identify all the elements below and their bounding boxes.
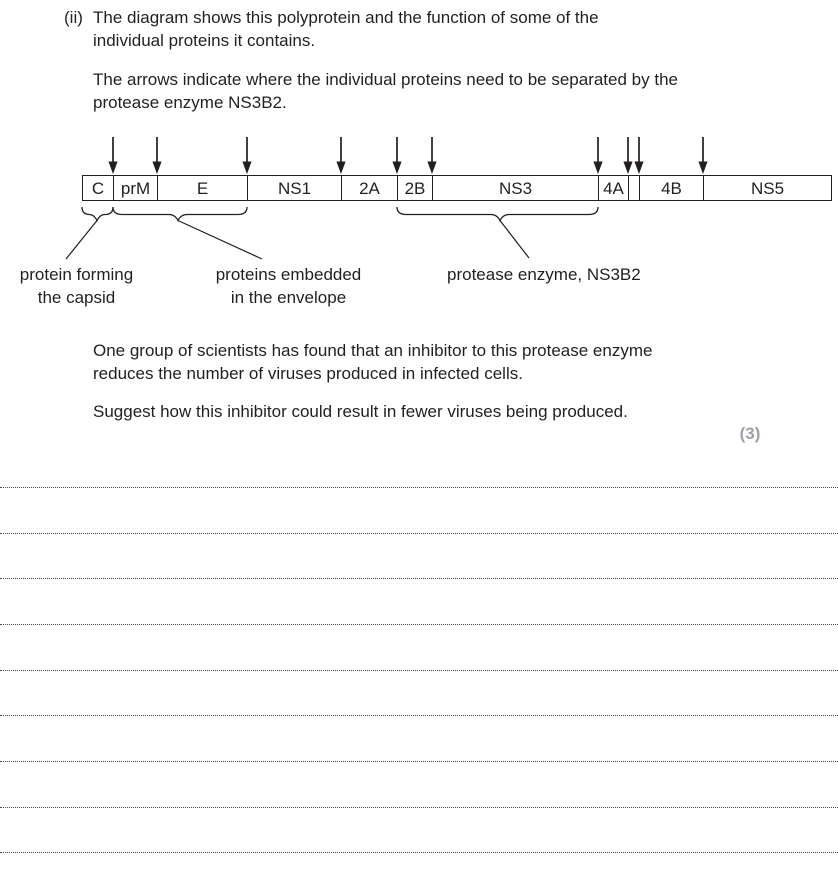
segment-label: 2B bbox=[404, 178, 426, 198]
para1-line-1: One group of scientists has found that an inhibitor to this protease enzyme bbox=[93, 341, 653, 360]
annotation-line: proteins embedded bbox=[215, 265, 362, 284]
marks-badge: (3) bbox=[739, 424, 761, 443]
segment-label: NS1 bbox=[277, 178, 312, 198]
answer-line[interactable] bbox=[0, 578, 838, 579]
answer-line[interactable] bbox=[0, 487, 838, 488]
segment-label: prM bbox=[120, 178, 151, 198]
annotation-line: protease enzyme, NS3B2 bbox=[447, 265, 641, 284]
segment-label: 2A bbox=[359, 178, 380, 198]
answer-line[interactable] bbox=[0, 670, 838, 671]
annotation-line: in the envelope bbox=[230, 288, 347, 307]
segment-label: C bbox=[91, 178, 105, 198]
answer-line[interactable] bbox=[0, 533, 838, 534]
answer-line[interactable] bbox=[0, 715, 838, 716]
answer-line[interactable] bbox=[0, 761, 838, 762]
segment-label: E bbox=[196, 178, 209, 198]
intro-line-2: individual proteins it contains. bbox=[93, 31, 316, 50]
intro-line-1: The diagram shows this polyprotein and the function of some of the bbox=[93, 8, 599, 27]
annotation-line: the capsid bbox=[37, 288, 116, 307]
answer-line[interactable] bbox=[0, 807, 838, 808]
segment-label: 4A bbox=[603, 178, 624, 198]
segment-label: NS3 bbox=[498, 178, 533, 198]
para1-line-2: reduces the number of viruses produced in infected cells. bbox=[93, 364, 523, 383]
segment-label: 4B bbox=[661, 178, 682, 198]
answer-line[interactable] bbox=[0, 852, 838, 853]
note-line-2: protease enzyme NS3B2. bbox=[93, 93, 287, 112]
answer-line[interactable] bbox=[0, 624, 838, 625]
question-number: (ii) bbox=[64, 8, 83, 27]
segment-label: NS5 bbox=[750, 178, 785, 198]
para2-line: Suggest how this inhibitor could result in fewer viruses being produced. bbox=[93, 402, 628, 421]
note-line-1: The arrows indicate where the individual proteins need to be separated by the bbox=[93, 70, 678, 89]
annotation-line: protein forming bbox=[19, 265, 134, 284]
